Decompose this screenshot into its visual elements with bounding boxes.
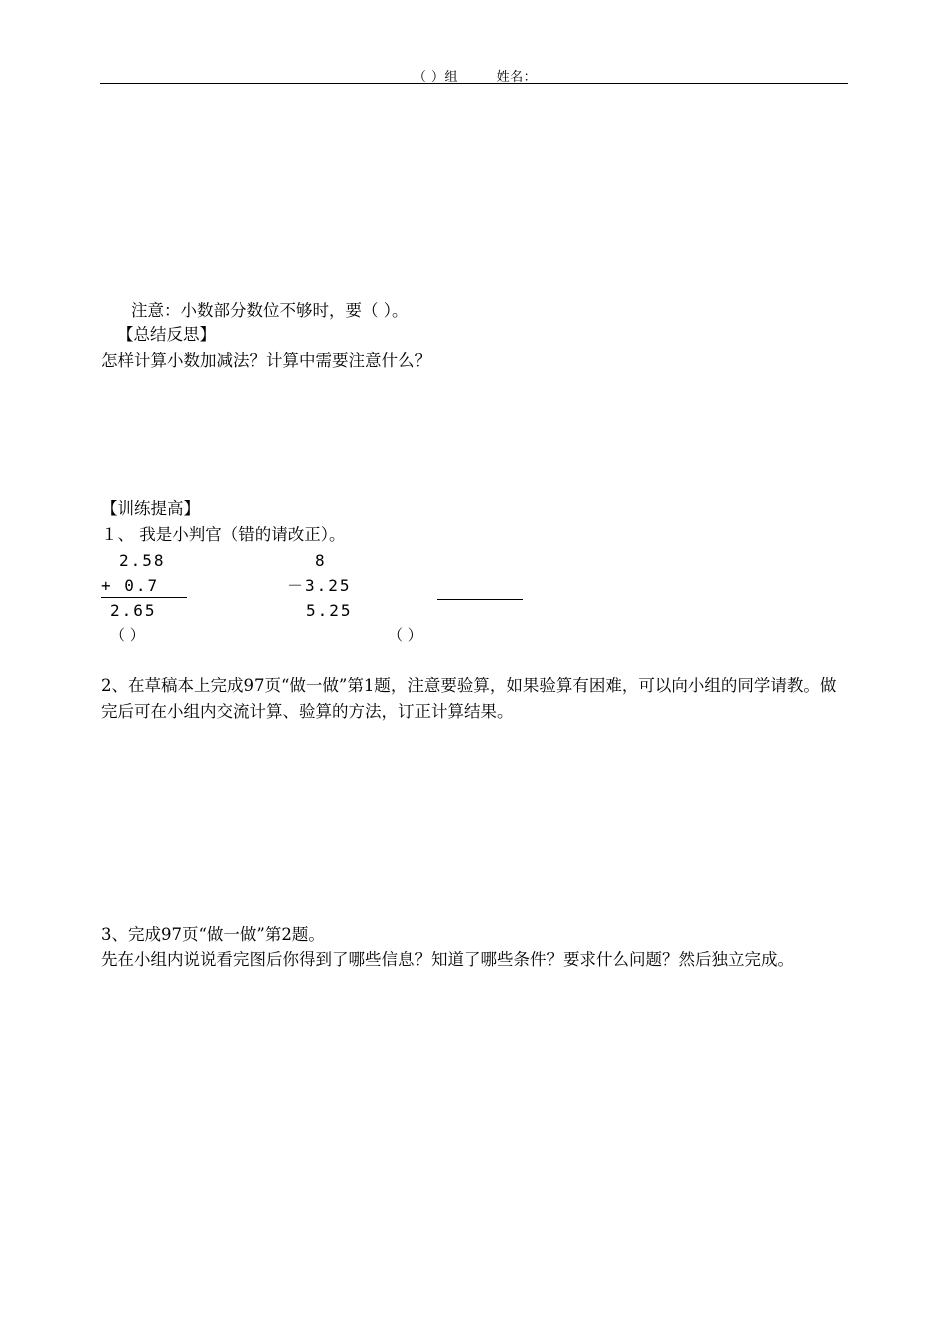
summary-question: 怎样计算小数加减法？计算中需要注意什么？: [101, 351, 431, 370]
calc-a-operation: + 0.7: [101, 576, 160, 595]
header-rule: [100, 83, 848, 84]
calc-b-rule: [437, 599, 523, 600]
calc-b-top: 8: [315, 551, 327, 570]
group-label: （ ）组: [412, 70, 458, 85]
calc-a-result: 2.65: [110, 601, 157, 620]
question-2-text: 2、在草稿本上完成97页“做一做”第1题，注意要验算，如果验算有困难，可以向小组的同学请教。做完后可在小组内交流计算、验算的方法，订正计算结果。: [101, 676, 837, 721]
summary-heading: 【总结反思】: [117, 325, 216, 344]
question-1-title: １、 我是小判官（错的请改正）。: [101, 525, 346, 544]
question-3-body: 先在小组内说说看完图后你得到了哪些信息？知道了哪些条件？要求什么问题？然后独立完成。: [101, 950, 794, 969]
calc-a-answer: （ ）: [110, 626, 145, 644]
note-text: 注意：小数部分数位不够时，要（ ）。: [131, 301, 409, 320]
name-label: 姓名：: [496, 70, 538, 85]
calc-b-answer: （ ）: [388, 626, 423, 644]
training-heading: 【训练提高】: [101, 499, 200, 518]
calc-b-operation: －3.25: [287, 576, 352, 595]
calc-a-rule: [101, 597, 187, 598]
calc-a-top: 2.58: [119, 551, 166, 570]
calc-b-result: 5.25: [306, 601, 353, 620]
question-3-title: 3、完成97页“做一做”第2题。: [101, 925, 325, 944]
